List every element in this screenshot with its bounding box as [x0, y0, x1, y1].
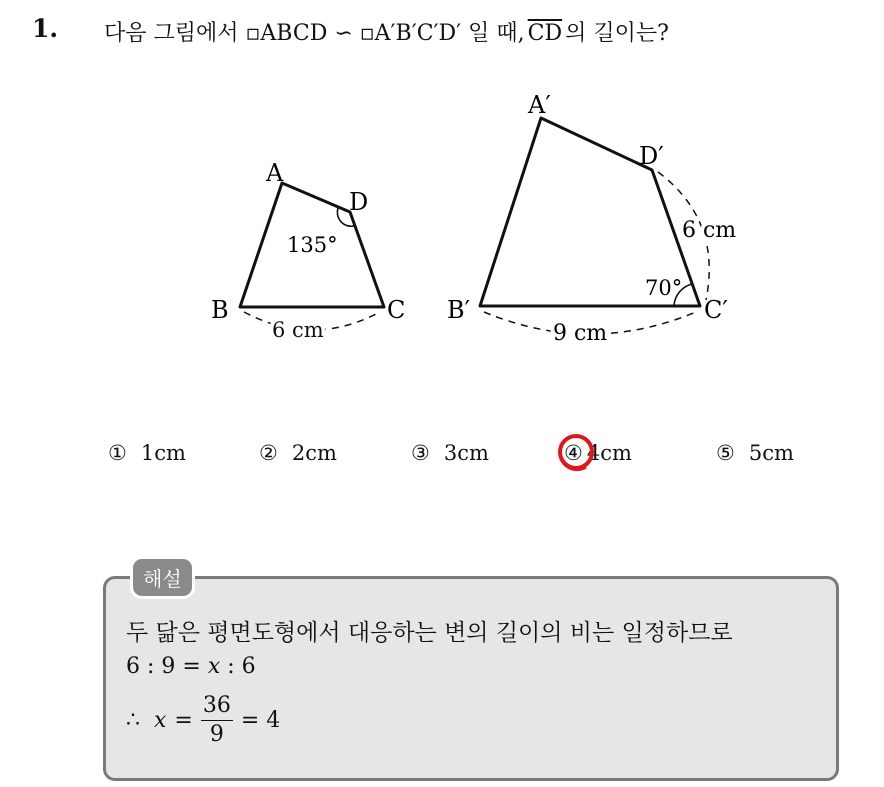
explanation-line-2 [126, 654, 256, 679]
question-text-after: 의 길이는? [565, 21, 669, 46]
label-side-cd: 6 cm [682, 218, 737, 243]
segment-cd: $\overline{CD}$ [527, 21, 563, 46]
choice-4-number: ④ [564, 441, 583, 465]
label-c-prime: C′ [704, 296, 728, 324]
therefore-symbol: ∴ [126, 708, 140, 733]
similar-quadrilaterals-figure [0, 70, 884, 370]
selected-answer-ring [556, 432, 596, 472]
fraction-denominator: 9 [209, 722, 224, 747]
equals-sign: = [174, 708, 193, 733]
fraction [201, 692, 233, 749]
choice-5-label: 5cm [748, 441, 794, 465]
choice-2[interactable] [259, 441, 337, 465]
ratio-variable: x [207, 654, 221, 679]
label-b-prime: B′ [447, 296, 471, 324]
question-number: 1. [32, 14, 59, 43]
label-d: D [349, 188, 369, 216]
solution-variable: x [154, 708, 167, 733]
ratio-left: 6 : 9 = [126, 654, 201, 679]
label-b: B [211, 296, 229, 324]
question-text-before: 다음 그림에서 ▫ABCD ∽ ▫A′B′C′D′ 일 때, [104, 21, 525, 46]
choice-4-label: 4cm [586, 441, 632, 465]
choice-3-number: ③ [411, 441, 430, 465]
choice-3-label: 3cm [443, 441, 489, 465]
label-side-bc-prime: 9 cm [553, 321, 608, 346]
answer-choices [0, 441, 884, 481]
explanation-line-1: 두 닮은 평면도형에서 대응하는 변의 길이의 비는 일정하므로 [126, 620, 733, 646]
choice-2-label: 2cm [291, 441, 337, 465]
explanation-tab: 해설 [130, 556, 195, 599]
choice-5-number: ⑤ [716, 441, 735, 465]
label-angle-c: 70° [645, 276, 683, 300]
choice-1-label: 1cm [140, 441, 186, 465]
label-d-prime: D′ [639, 142, 664, 170]
choice-5[interactable] [716, 441, 794, 465]
choice-1[interactable] [108, 441, 186, 465]
choice-2-number: ② [259, 441, 278, 465]
choice-1-number: ① [108, 441, 127, 465]
label-side-bc: 6 cm [272, 318, 324, 342]
ratio-right: : 6 [227, 654, 256, 679]
explanation-line-3 [126, 692, 280, 749]
question-text [104, 16, 669, 47]
label-a: A [266, 159, 284, 187]
label-c: C [387, 296, 406, 324]
choice-4[interactable] [564, 441, 632, 465]
label-a-prime: A′ [528, 91, 551, 119]
fraction-numerator: 36 [201, 692, 233, 721]
label-angle-d: 135° [287, 233, 338, 257]
solution-result: = 4 [240, 708, 281, 733]
choice-3[interactable] [411, 441, 489, 465]
